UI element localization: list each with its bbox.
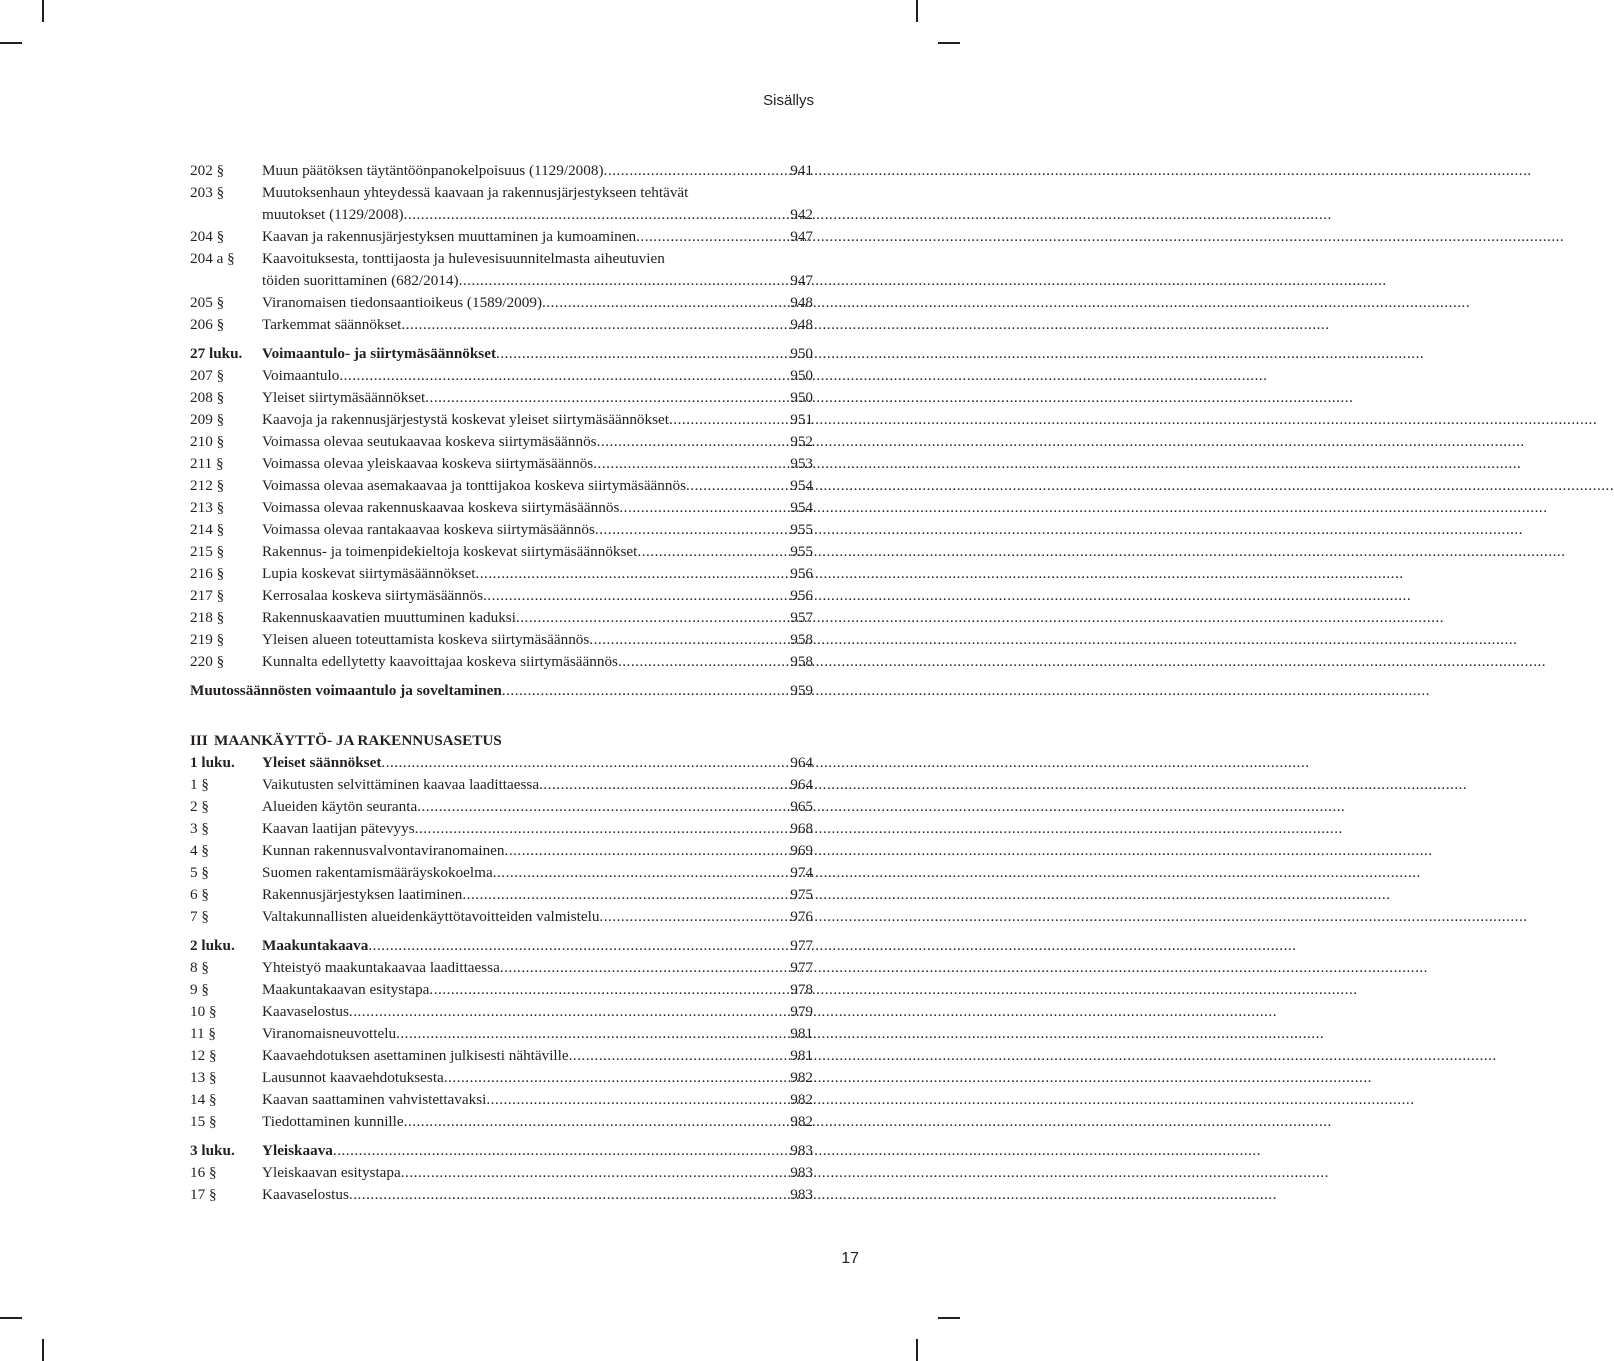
toc-entry: [190, 409, 813, 431]
toc-entry: [190, 884, 813, 906]
crop-mark: [938, 1317, 960, 1319]
entry-number: 12 §: [190, 1047, 217, 1064]
entry-title: Kaavaselostus: [262, 1186, 349, 1203]
entry-number: 8 §: [190, 959, 209, 976]
entry-title: Rakennus- ja toimenpidekieltoja koskevat siirtymäsäännökset: [262, 543, 638, 560]
crop-mark: [916, 0, 918, 22]
toc-entry: [190, 248, 813, 270]
dot-leader: [595, 519, 788, 541]
toc-group: [190, 292, 813, 336]
section-page: 959: [790, 682, 813, 699]
entry-number: 206 §: [190, 316, 225, 333]
entry-number: 214 §: [190, 521, 225, 538]
toc-entry: [190, 585, 813, 607]
chapter-page: 964: [790, 754, 813, 771]
toc-entry: [190, 840, 813, 862]
entry-number: 219 §: [190, 631, 225, 648]
entry-page: 950: [790, 389, 813, 406]
entry-title: Kaavaselostus: [262, 1003, 349, 1020]
dot-leader: [415, 818, 789, 840]
dot-leader: [404, 204, 789, 226]
dot-leader: [597, 431, 789, 453]
toc-section-heading: [190, 680, 813, 702]
dot-leader: [593, 453, 788, 475]
entry-page: 981: [790, 1047, 813, 1064]
entry-number: 205 §: [190, 294, 225, 311]
entry-page: 947: [790, 272, 813, 289]
dot-leader: [417, 796, 788, 818]
dot-leader: [505, 840, 789, 862]
toc-entry: [190, 519, 813, 541]
crop-mark: [42, 1339, 44, 1361]
chapter-page: 950: [790, 345, 813, 362]
entry-page: 948: [790, 294, 813, 311]
entry-title: töiden suorittaminen (682/2014): [262, 272, 459, 289]
entry-page: 951: [790, 411, 813, 428]
dot-leader: [425, 387, 788, 409]
entry-page: 977: [790, 959, 813, 976]
toc-entry: [190, 862, 813, 884]
entry-page: 983: [790, 1186, 813, 1203]
entry-title: Kaavan laatijan pätevyys: [262, 820, 415, 837]
dot-leader: [462, 884, 788, 906]
entry-number: 15 §: [190, 1113, 217, 1130]
toc-entry: [190, 226, 813, 248]
chapter-number: 1 luku.: [190, 754, 235, 771]
entry-title: Yleiskaavan esitystapa: [262, 1164, 401, 1181]
dot-leader: [401, 1162, 788, 1184]
toc-entry: [190, 1045, 813, 1067]
chapter-heading: [190, 343, 813, 365]
toc-entry-continuation: [190, 270, 813, 292]
entry-title: Lupia koskevat siirtymäsäännökset: [262, 565, 476, 582]
chapter-heading: [190, 1140, 813, 1162]
dot-leader: [349, 1001, 788, 1023]
chapter-page: 983: [790, 1142, 813, 1159]
toc-entry: [190, 497, 813, 519]
entry-title: Viranomaisneuvottelu: [262, 1025, 397, 1042]
chapter-heading: [190, 935, 813, 957]
entry-title: Muutoksenhaun yhteydessä kaavaan ja rakennusjärjestykseen tehtävät: [262, 184, 689, 201]
entry-page: 975: [790, 886, 813, 903]
entry-number: 209 §: [190, 411, 225, 428]
entry-title: Tiedottaminen kunnille: [262, 1113, 404, 1130]
dot-leader: [604, 160, 789, 182]
dot-leader: [589, 629, 788, 651]
entry-title: Voimassa olevaa yleiskaavaa koskeva siirtymäsäännös: [262, 455, 594, 472]
entry-number: 11 §: [190, 1025, 217, 1042]
entry-page: 982: [790, 1113, 813, 1130]
dot-leader: [686, 475, 788, 497]
dot-leader: [486, 1089, 788, 1111]
entry-page: 958: [790, 631, 813, 648]
toc-entry: [190, 292, 813, 314]
entry-title: Kaavan saattaminen vahvistettavaksi: [262, 1091, 487, 1108]
crop-mark: [938, 42, 960, 44]
dot-leader: [401, 314, 788, 336]
entry-number: 6 §: [190, 886, 209, 903]
entry-page: 956: [790, 587, 813, 604]
entry-page: 954: [790, 477, 813, 494]
dot-leader: [569, 1045, 789, 1067]
entry-page: 953: [790, 455, 813, 472]
entry-page: 982: [790, 1069, 813, 1086]
entry-number: 5 §: [190, 864, 209, 881]
entry-number: 213 §: [190, 499, 225, 516]
toc-entry: [190, 1184, 813, 1206]
chapter-title: Yleiset säännökset: [262, 754, 382, 771]
toc-group: [190, 160, 813, 182]
chapter-title: Yleiskaava: [262, 1142, 333, 1159]
toc-entry: [190, 1111, 813, 1133]
entry-page: 976: [790, 908, 813, 925]
entry-number: 220 §: [190, 653, 225, 670]
crop-mark: [0, 1317, 22, 1319]
entry-title: Yleiset siirtymäsäännökset: [262, 389, 426, 406]
running-header: Sisällys: [763, 92, 814, 109]
toc-entry: [190, 563, 813, 585]
toc-entry: [190, 796, 813, 818]
entry-number: 9 §: [190, 981, 209, 998]
toc-entry: [190, 651, 813, 673]
entry-number: 211 §: [190, 455, 224, 472]
entry-page: 982: [790, 1091, 813, 1108]
dot-leader: [502, 680, 788, 702]
toc-entry: [190, 774, 813, 796]
entry-number: 212 §: [190, 477, 225, 494]
toc-entry: [190, 1089, 813, 1111]
entry-title: Rakennusjärjestyksen laatiminen: [262, 886, 463, 903]
entry-title: Muun päätöksen täytäntöönpanokelpoisuus (1129/2008): [262, 162, 604, 179]
entry-title: Voimassa olevaa rakennuskaavaa koskeva siirtymäsäännös: [262, 499, 620, 516]
toc-entry: [190, 365, 813, 387]
entry-page: 964: [790, 776, 813, 793]
section-title: Muutossäännösten voimaantulo ja soveltaminen: [190, 682, 502, 699]
entry-title: muutokset (1129/2008): [262, 206, 404, 223]
entry-page: 969: [790, 842, 813, 859]
dot-leader: [637, 541, 788, 563]
toc-entry: [190, 387, 813, 409]
entry-title: Maakuntakaavan esitystapa: [262, 981, 430, 998]
dot-leader: [542, 292, 788, 314]
page-number: 17: [841, 1250, 859, 1267]
entry-title: Yleisen alueen toteuttamista koskeva siirtymäsäännös: [262, 631, 590, 648]
entry-title: Voimassa olevaa rantakaavaa koskeva siirtymäsäännös: [262, 521, 595, 538]
toc-entry: [190, 607, 813, 629]
entry-number: 204 a §: [190, 250, 235, 267]
entry-title: Kunnan rakennusvalvontaviranomainen: [262, 842, 505, 859]
dot-leader: [333, 1140, 788, 1162]
entry-title: Kunnalta edellytetty kaavoittajaa koskeva siirtymäsäännös: [262, 653, 618, 670]
entry-number: 210 §: [190, 433, 225, 450]
entry-number: 207 §: [190, 367, 225, 384]
crop-mark: [42, 0, 44, 22]
entry-number: 208 §: [190, 389, 225, 406]
entry-title: Kerrosalaa koskeva siirtymäsäännös: [262, 587, 483, 604]
entry-number: 3 §: [190, 820, 209, 837]
toc-entry: [190, 541, 813, 563]
entry-number: 16 §: [190, 1164, 217, 1181]
toc-group: [190, 957, 813, 1133]
entry-title: Voimaantulo: [262, 367, 340, 384]
dot-leader: [636, 226, 788, 248]
toc-entry: [190, 182, 813, 204]
dot-leader: [339, 365, 788, 387]
toc-entry: [190, 453, 813, 475]
entry-page: 954: [790, 499, 813, 516]
entry-number: 7 §: [190, 908, 209, 925]
dot-leader: [496, 343, 788, 365]
entry-title: Kaavan ja rakennusjärjestyksen muuttaminen ja kumoaminen: [262, 228, 637, 245]
dot-leader: [539, 774, 788, 796]
entry-number: 218 §: [190, 609, 225, 626]
entry-number: 1 §: [190, 776, 209, 793]
dot-leader: [396, 1023, 788, 1045]
entry-number: 13 §: [190, 1069, 217, 1086]
entry-page: 958: [790, 653, 813, 670]
entry-page: 950: [790, 367, 813, 384]
chapter-page: 977: [790, 937, 813, 954]
entry-number: 203 §: [190, 184, 225, 201]
entry-page: 979: [790, 1003, 813, 1020]
entry-page: 948: [790, 316, 813, 333]
entry-title: Kaavoituksesta, tonttijaosta ja hulevesisuunnitelmasta aiheutuvien: [262, 250, 665, 267]
entry-title: Kaavaehdotuksen asettaminen julkisesti nähtäville: [262, 1047, 569, 1064]
entry-number: 204 §: [190, 228, 225, 245]
dot-leader: [404, 1111, 789, 1133]
entry-number: 216 §: [190, 565, 225, 582]
entry-title: Kaavoja ja rakennusjärjestystä koskevat yleiset siirtymäsäännökset: [262, 411, 669, 428]
toc-entry: [190, 1023, 813, 1045]
entry-title: Rakennuskaavatien muuttuminen kaduksi: [262, 609, 516, 626]
toc-group: [190, 774, 813, 928]
chapter-heading: [190, 752, 813, 774]
entry-number: 202 §: [190, 162, 225, 179]
crop-mark: [0, 42, 22, 44]
toc-group: [190, 365, 813, 673]
toc-entry: [190, 1001, 813, 1023]
toc-entry-continuation: [190, 204, 813, 226]
toc-entry: [190, 818, 813, 840]
entry-title: Voimassa olevaa seutukaavaa koskeva siirtymäsäännös: [262, 433, 597, 450]
entry-number: 2 §: [190, 798, 209, 815]
entry-page: 981: [790, 1025, 813, 1042]
entry-title: Alueiden käytön seuranta: [262, 798, 418, 815]
entry-page: 947: [790, 228, 813, 245]
dot-leader: [618, 651, 788, 673]
entry-title: Voimassa olevaa asemakaavaa ja tonttijakoa koskeva siirtymäsäännös: [262, 477, 686, 494]
entry-page: 941: [790, 162, 813, 179]
dot-leader: [516, 607, 788, 629]
toc-entry: [190, 906, 813, 928]
entry-page: 956: [790, 565, 813, 582]
entry-number: 4 §: [190, 842, 209, 859]
entry-page: 983: [790, 1164, 813, 1181]
crop-mark: [916, 1339, 918, 1361]
entry-page: 942: [790, 206, 813, 223]
chapter-number: 3 luku.: [190, 1142, 235, 1159]
dot-leader: [483, 585, 788, 607]
entry-number: 14 §: [190, 1091, 217, 1108]
entry-page: 955: [790, 521, 813, 538]
dot-leader: [381, 752, 788, 774]
table-of-contents: [190, 160, 813, 1206]
toc-entry: [190, 431, 813, 453]
dot-leader: [619, 497, 788, 519]
part-number: III: [190, 732, 208, 749]
dot-leader: [459, 270, 789, 292]
entry-title: Yhteistyö maakuntakaavaa laadittaessa: [262, 959, 500, 976]
entry-number: 17 §: [190, 1186, 217, 1203]
dot-leader: [444, 1067, 788, 1089]
dot-leader: [493, 862, 789, 884]
toc-entry: [190, 1067, 813, 1089]
toc-entry: [190, 314, 813, 336]
entry-page: 974: [790, 864, 813, 881]
entry-title: Vaikutusten selvittäminen kaavaa laadittaessa: [262, 776, 540, 793]
dot-leader: [599, 906, 788, 928]
toc-entry: [190, 160, 813, 182]
toc-entry: [190, 475, 813, 497]
chapter-number: 2 luku.: [190, 937, 235, 954]
entry-page: 978: [790, 981, 813, 998]
entry-page: 968: [790, 820, 813, 837]
entry-title: Valtakunnallisten alueidenkäyttötavoitteiden valmistelu: [262, 908, 600, 925]
dot-leader: [475, 563, 788, 585]
toc-group: [190, 1162, 813, 1206]
entry-title: Viranomaisen tiedonsaantioikeus (1589/2009): [262, 294, 542, 311]
entry-page: 965: [790, 798, 813, 815]
entry-number: 217 §: [190, 587, 225, 604]
part-title: MAANKÄYTTÖ- JA RAKENNUSASETUS: [214, 732, 502, 749]
entry-number: 10 §: [190, 1003, 217, 1020]
entry-title: Lausunnot kaavaehdotuksesta: [262, 1069, 444, 1086]
dot-leader: [368, 935, 788, 957]
entry-number: 215 §: [190, 543, 225, 560]
chapter-title: Voimaantulo- ja siirtymäsäännökset: [262, 345, 497, 362]
chapter-number: 27 luku.: [190, 345, 243, 362]
part-heading: [190, 730, 813, 752]
entry-page: 957: [790, 609, 813, 626]
dot-leader: [669, 409, 788, 431]
dot-leader: [429, 979, 788, 1001]
entry-page: 952: [790, 433, 813, 450]
dot-leader: [500, 957, 788, 979]
entry-title: Suomen rakentamismääräyskokoelma: [262, 864, 493, 881]
chapter-title: Maakuntakaava: [262, 937, 369, 954]
toc-entry: [190, 957, 813, 979]
dot-leader: [349, 1184, 788, 1206]
toc-entry: [190, 629, 813, 651]
entry-title: Tarkemmat säännökset: [262, 316, 402, 333]
toc-entry: [190, 1162, 813, 1184]
entry-page: 955: [790, 543, 813, 560]
toc-entry: [190, 979, 813, 1001]
